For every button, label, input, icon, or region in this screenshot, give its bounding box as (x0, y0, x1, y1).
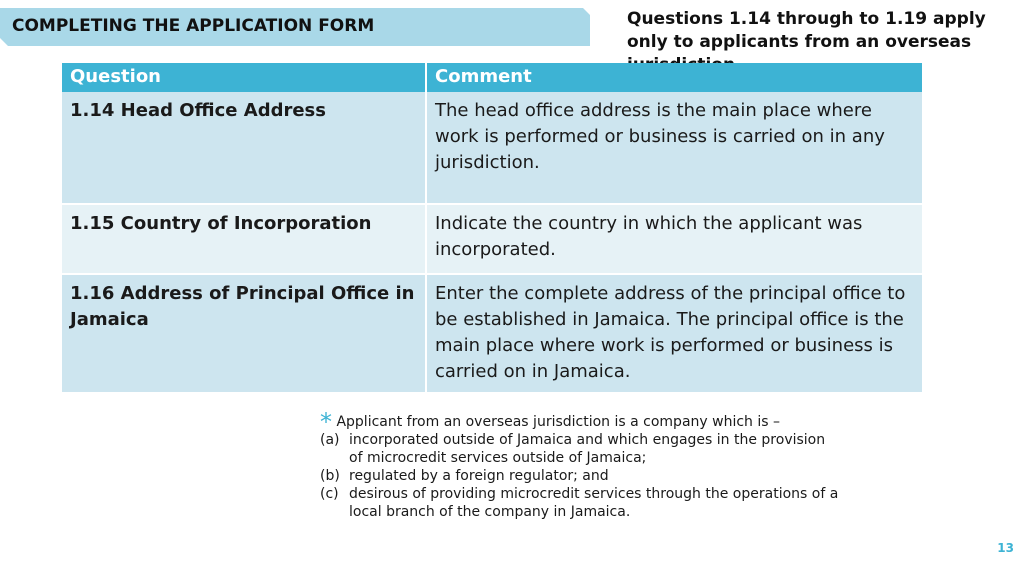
applicability-note: Questions 1.14 through to 1.19 apply only to applicants from an overseas (627, 9, 986, 52)
footnote-item (320, 431, 840, 467)
page-title: COMPLETING THE APPLICATION FORM (12, 16, 375, 36)
asterisk-icon: * (320, 408, 332, 436)
page-number: 13 (997, 541, 1014, 555)
footnote-item-text: desirous of providing microcredit services through the operations of a local branch of the company in Jamaica. (349, 486, 839, 520)
footnote-item-text: regulated by a foreign regulator; and (349, 468, 609, 484)
column-header-question: Question (62, 63, 426, 92)
footnote-item-letter: (c) (320, 486, 339, 502)
footnote-item (320, 485, 840, 521)
footnote-item-letter: (b) (320, 468, 340, 484)
title-banner (0, 8, 590, 46)
footnote-item (320, 467, 840, 485)
comment-cell: Indicate the country in which the applicant was incorporated. (426, 204, 922, 274)
question-cell: 1.15 Country of Incorporation (62, 204, 426, 274)
table-row (62, 92, 922, 204)
table-row (62, 274, 922, 392)
question-cell: 1.14 Head Office Address (62, 92, 426, 204)
question-cell: 1.16 Address of Principal Office in Jamaica (62, 274, 426, 392)
comment-cell: Enter the complete address of the principal office to be established in Jamaica. The principal office is the main place where work is performed or business is carried on in Jamaica. (426, 274, 922, 392)
table-row (62, 204, 922, 274)
table-header-row (62, 63, 922, 92)
comment-cell: The head office address is the main place where work is performed or business is carried on in any jurisdiction. (426, 92, 922, 204)
footnote (320, 408, 840, 521)
footnote-intro: Applicant from an overseas jurisdiction is a company which is – (336, 414, 781, 430)
footnote-intro-line (320, 408, 840, 436)
footnote-item-text: incorporated outside of Jamaica and which engages in the provision of microcredit services outside of Jamaica; (349, 432, 826, 466)
questions-table (62, 63, 922, 392)
column-header-comment: Comment (426, 63, 922, 92)
footnote-item-letter: (a) (320, 432, 340, 448)
